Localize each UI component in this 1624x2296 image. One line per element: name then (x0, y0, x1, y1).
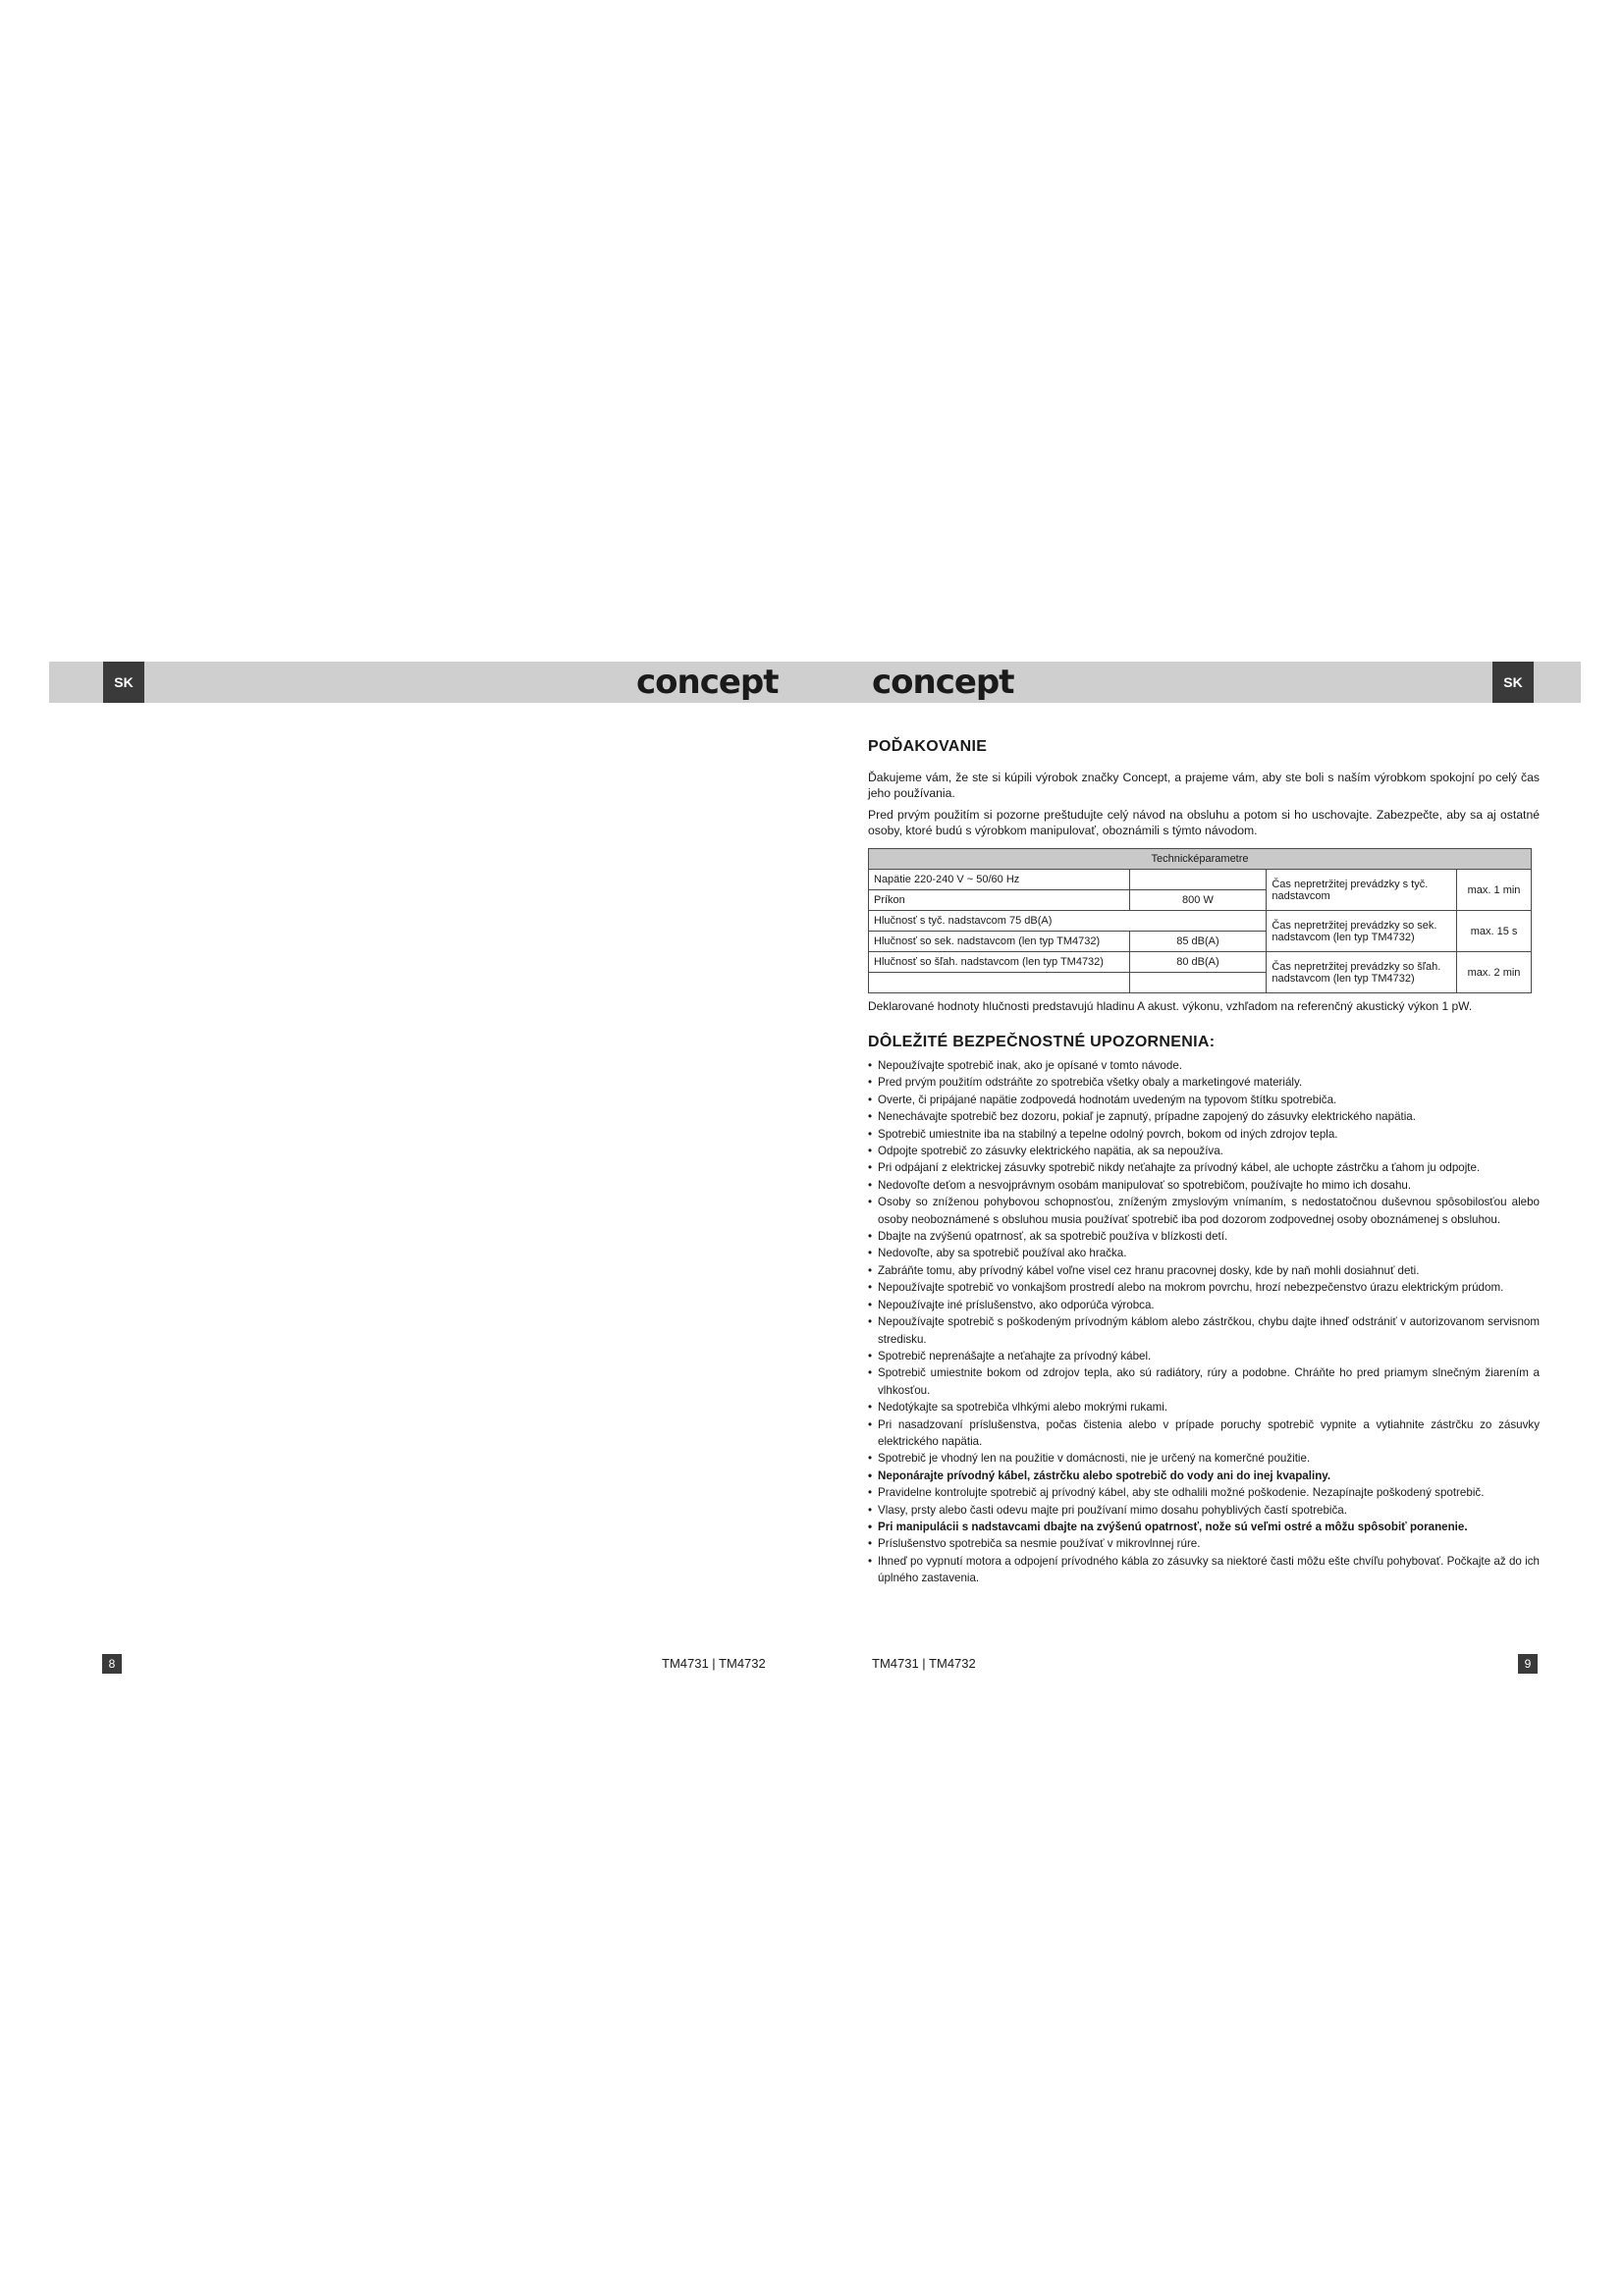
noise-3-label: Hlučnosť so šľah. nadstavcom (len typ TM4732) (869, 952, 1130, 973)
list-item: • Neponárajte prívodný kábel, zástrčku alebo spotrebič do vody ani do inej kvapaliny. (868, 1468, 1540, 1484)
page-number-left: 8 (102, 1654, 122, 1674)
list-item: • Nedovoľte deťom a nesvojprávnym osobám manipulovať so spotrebičom, používajte ho mimo ich dosahu. (868, 1177, 1540, 1194)
thanks-paragraph-1: Ďakujeme vám, že ste si kúpili výrobok značky Concept, a prajeme vám, aby ste boli s naším výrobkom spokojní po celý čas jeho používania. (868, 771, 1540, 800)
header-bar (49, 662, 1581, 703)
language-badge-left: SK (103, 662, 144, 703)
thanks-paragraph-2: Pred prvým použitím si pozorne preštudujte celý návod na obsluhu a potom si ho uschovajte. Zabezpečte, aby sa aj ostatné osoby, ktoré budú s výrobkom manipulovať, oboznámili s týmto návodom. (868, 808, 1540, 837)
list-item: • Dbajte na zvýšenú opatrnosť, ak sa spotrebič používa v blízkosti detí. (868, 1228, 1540, 1245)
noise-3-value: 80 dB(A) (1129, 952, 1267, 973)
list-item: • Spotrebič umiestnite bokom od zdrojov tepla, ako sú radiátory, rúry a podobne. Chráňte ho pred priamym slnečným žiarením a vlhkosťou. (868, 1364, 1540, 1399)
operation-time-3-label: Čas nepretržitej prevádzky so šľah. nadstavcom (len typ TM4732) (1267, 952, 1457, 993)
list-item: • Pred prvým použitím odstráňte zo spotrebiča všetky obaly a marketingové materiály. (868, 1074, 1540, 1091)
noise-2-label: Hlučnosť so sek. nadstavcom (len typ TM4732) (869, 932, 1130, 952)
model-number-right: TM4731 | TM4732 (872, 1656, 976, 1671)
noise-2-value: 85 dB(A) (1129, 932, 1267, 952)
brand-logo-right: concept (872, 663, 1014, 702)
right-page-content (868, 738, 1540, 1587)
list-item: • Pravidelne kontrolujte spotrebič aj prívodný kábel, aby ste odhalili možné poškodenie. Nezapínajte poškodený spotrebič. (868, 1484, 1540, 1501)
table-header: Technicképarametre (869, 849, 1532, 870)
list-item: • Pri odpájaní z elektrickej zásuvky spotrebič nikdy neťahajte za prívodný kábel, ale uchopte zástrčku a ťahom ju odpojte. (868, 1159, 1540, 1176)
operation-time-1-label: Čas nepretržitej prevádzky s tyč. nadstavcom (1267, 870, 1457, 911)
power-label: Príkon (869, 890, 1130, 911)
page-number-right: 9 (1518, 1654, 1538, 1674)
list-item: • Nepoužívajte iné príslušenstvo, ako odporúča výrobca. (868, 1297, 1540, 1313)
list-item: • Spotrebič neprenášajte a neťahajte za prívodný kábel. (868, 1348, 1540, 1364)
operation-time-2-value: max. 15 s (1457, 911, 1532, 952)
noise-note: Deklarované hodnoty hlučnosti predstavujú hladinu A akust. výkonu, vzhľadom na referenčný akustický výkon 1 pW. (868, 999, 1473, 1013)
list-item: • Spotrebič je vhodný len na použitie v domácnosti, nie je určený na komerčné použitie. (868, 1450, 1540, 1467)
list-item: • Pri nasadzovaní príslušenstva, počas čistenia alebo v prípade poruchy spotrebič vypnite a vytiahnite zástrčku zo zásuvky elektrického napätia. (868, 1416, 1540, 1451)
list-item: • Nepoužívajte spotrebič vo vonkajšom prostredí alebo na mokrom povrchu, hrozí nebezpečenstvo úrazu elektrickým prúdom. (868, 1279, 1540, 1296)
model-number-left: TM4731 | TM4732 (662, 1656, 766, 1671)
list-item: • Nedovoľte, aby sa spotrebič používal ako hračka. (868, 1245, 1540, 1261)
list-item: • Pri manipulácii s nadstavcami dbajte na zvýšenú opatrnosť, nože sú veľmi ostré a môžu spôsobiť poranenie. (868, 1519, 1540, 1535)
list-item: • Príslušenstvo spotrebiča sa nesmie používať v mikrovlnnej rúre. (868, 1535, 1540, 1552)
list-item: • Overte, či pripájané napätie zodpovedá hodnotám uvedeným na typovom štítku spotrebiča. (868, 1092, 1540, 1108)
brand-logo-left: concept (636, 663, 779, 702)
operation-time-2-label: Čas nepretržitej prevádzky so sek. nadstavcom (len typ TM4732) (1267, 911, 1457, 952)
noise-1-cell: Hlučnosť s tyč. nadstavcom 75 dB(A) (869, 911, 1267, 932)
list-item: • Zabráňte tomu, aby prívodný kábel voľne visel cez hranu pracovnej dosky, kde by naň mohli dosiahnuť deti. (868, 1262, 1540, 1279)
list-item: • Nepoužívajte spotrebič inak, ako je opísané v tomto návode. (868, 1057, 1540, 1074)
power-value: 800 W (1129, 890, 1267, 911)
operation-time-1-value: max. 1 min (1457, 870, 1532, 911)
safety-list (868, 1057, 1540, 1587)
list-item: • Odpojte spotrebič zo zásuvky elektrického napätia, ak sa nepoužíva. (868, 1143, 1540, 1159)
list-item: • Osoby so zníženou pohybovou schopnosťou, zníženým zmyslovým vnímaním, s nedostatočnou duševnou spôsobilosťou alebo osoby neoboznámené s obsluhou musia používať spotrebič iba pod dozorom zodpovednej osoby oboznámenej s obsluhou. (868, 1194, 1540, 1228)
voltage-value-cell (1129, 870, 1267, 890)
list-item: • Nedotýkajte sa spotrebiča vlhkými alebo mokrými rukami. (868, 1399, 1540, 1415)
voltage-cell: Napätie 220-240 V ~ 50/60 Hz (869, 870, 1130, 890)
list-item: • Nepoužívajte spotrebič s poškodeným prívodným káblom alebo zástrčkou, chybu dajte ihneď odstrániť v autorizovanom servisnom stredisku. (868, 1313, 1540, 1348)
empty-cell (869, 973, 1130, 993)
list-item: • Vlasy, prsty alebo časti odevu majte pri používaní mimo dosahu pohyblivých častí spotrebiča. (868, 1502, 1540, 1519)
empty-cell (1129, 973, 1267, 993)
list-item: • Spotrebič umiestnite iba na stabilný a tepelne odolný povrch, bokom od iných zdrojov tepla. (868, 1126, 1540, 1143)
technical-parameters-table (868, 848, 1532, 993)
list-item: • Ihneď po vypnutí motora a odpojení prívodného kábla zo zásuvky sa niektoré časti môžu ešte chvíľu pohybovať. Počkajte až do ich úplného zastavenia. (868, 1553, 1540, 1587)
thanks-heading: POĎAKOVANIE (868, 738, 988, 755)
safety-heading: DÔLEŽITÉ BEZPEČNOSTNÉ UPOZORNENIA: (868, 1034, 1216, 1050)
operation-time-3-value: max. 2 min (1457, 952, 1532, 993)
language-badge-right: SK (1492, 662, 1534, 703)
list-item: • Nenechávajte spotrebič bez dozoru, pokiaľ je zapnutý, prípadne zapojený do zásuvky elektrického napätia. (868, 1108, 1540, 1125)
